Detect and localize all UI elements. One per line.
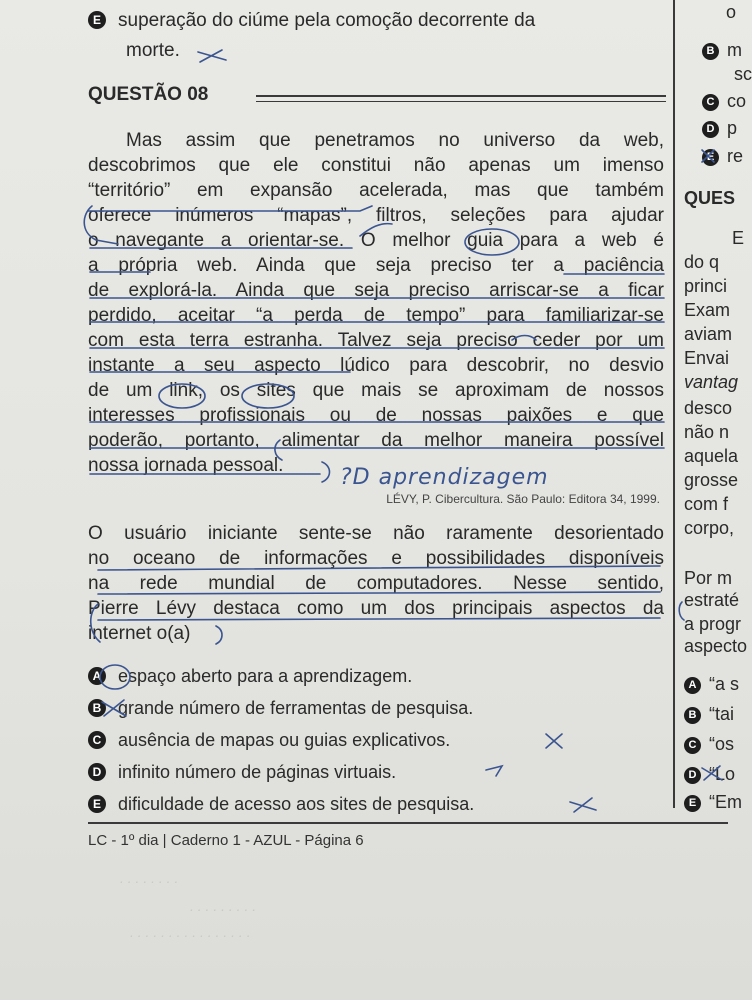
option-b[interactable] [88, 696, 473, 720]
option-bullet: D [88, 763, 106, 781]
option-text: espaço aberto para a aprendizagem. [118, 666, 413, 686]
right-fragment: m [727, 40, 742, 60]
right-fragment: re [727, 146, 744, 166]
passage-line: poderão, portanto, alimentar da melhor maneira possível [88, 430, 664, 451]
passage-line: interesses profissionais ou de nossas paixões e que [88, 405, 664, 426]
bleed-through-text: . . . . . . . . [120, 870, 179, 886]
option-bullet: C [88, 731, 106, 749]
option-bullet: A [88, 667, 106, 685]
passage-line: de explorá-la. Ainda que seja preciso arriscar-se a ficar [88, 280, 664, 301]
option-c[interactable] [88, 728, 450, 752]
passage-line: de um link, os sites que mais se aproximam de nossos [88, 380, 664, 401]
right-text-line: grosse [684, 470, 739, 490]
option-bullet: E [702, 149, 719, 166]
right-fragment: sc [734, 64, 752, 84]
column-divider [673, 0, 675, 808]
stem-line: internet o(a) [88, 623, 191, 644]
right-stem-line: aspecto [684, 636, 748, 656]
right-text-line: não n [684, 422, 730, 442]
right-option-text: “Lo [709, 764, 736, 784]
prev-option-e [88, 8, 535, 33]
bracket-mark [322, 462, 330, 482]
passage-line: instante a seu aspecto lúdico para descobrir, no desvio [88, 355, 664, 376]
right-stem-line: a progr [684, 614, 742, 634]
stem-line: Pierre Lévy destaca como um dos principais aspectos da [88, 598, 664, 619]
option-e[interactable] [88, 792, 474, 816]
right-text-line: E [732, 228, 745, 248]
option-bullet: E [88, 795, 106, 813]
right-stem-line: estraté [684, 590, 740, 610]
passage-line: oferece inúmeros “mapas”, filtros, seleções para ajudar [88, 205, 664, 226]
option-text: grande número de ferramentas de pesquisa. [118, 698, 474, 718]
right-stem-line: Por m [684, 568, 733, 588]
prev-option-text-line2: morte. [126, 40, 180, 61]
right-option-c [702, 89, 746, 113]
option-text: infinito número de páginas virtuais. [118, 762, 397, 782]
right-option-d [702, 116, 737, 140]
cross-mark [546, 734, 562, 748]
option-text: ausência de mapas ou guias explicativos. [118, 730, 451, 750]
right-text-line: corpo, [684, 518, 735, 538]
right-fragment: o [726, 2, 737, 22]
option-text: dificuldade de acesso aos sites de pesquisa. [118, 794, 475, 814]
passage-line: nossa jornada pessoal. [88, 455, 284, 476]
passage-line: Mas assim que penetramos no universo da web, [126, 130, 664, 151]
option-a[interactable] [88, 664, 412, 688]
option-bullet: D [684, 767, 701, 784]
right-text-line: aviam [684, 324, 733, 344]
cross-mark [570, 798, 596, 812]
cross-mark [198, 50, 226, 62]
right-text-line: vantag [684, 372, 739, 392]
option-bullet: B [702, 43, 719, 60]
passage-line: perdido, aceitar “a perda de tempo” para familiarizar-se [88, 305, 664, 326]
bracket-mark [216, 626, 222, 644]
right-text-line: do q [684, 252, 720, 272]
right-text-line: aquela [684, 446, 739, 466]
passage-line: descobrimos que ele constitui não apenas um imenso [88, 155, 664, 176]
cross-mark [486, 766, 502, 776]
right-option-text: “a s [709, 674, 740, 694]
question-header: QUESTÃO 08 [88, 84, 209, 105]
passage-line: o navegante a orientar-se. O melhor guia para a web é [88, 230, 664, 251]
option-bullet: C [684, 737, 701, 754]
right-text-line: desco [684, 398, 733, 418]
footer-rule [88, 822, 728, 824]
right-text-line: princi [684, 276, 728, 296]
option-bullet: D [702, 121, 719, 138]
prev-option-text-line1: superação do ciúme pela comoção decorrente da [118, 10, 536, 31]
bleed-through-text: . . . . . . . . . . . . . . . . [130, 924, 251, 940]
right-option-e [702, 144, 743, 168]
right-fragment: p [727, 118, 738, 138]
right-option [684, 702, 734, 726]
page-footer: LC - 1º dia | Caderno 1 - AZUL - Página 6 [88, 832, 364, 849]
right-fragment: co [727, 91, 747, 111]
right-text-line: Exam [684, 300, 731, 320]
stem-line: na rede mundial de computadores. Nesse sentido, [88, 573, 664, 594]
right-option [684, 732, 734, 756]
header-rule [256, 95, 666, 102]
right-option-text: “tai [709, 704, 735, 724]
option-bullet: B [88, 699, 106, 717]
right-option [684, 762, 735, 786]
right-option-b [702, 38, 742, 62]
prev-option-e-line2 [126, 38, 180, 63]
right-column [676, 0, 750, 820]
option-bullet: C [702, 94, 719, 111]
stem-line: no oceano de informações e possibilidades disponíveis [88, 548, 664, 569]
option-d[interactable] [88, 760, 396, 784]
bleed-through-text: . . . . . . . . . [190, 898, 257, 914]
passage-line: a própria web. Ainda que seja preciso ter a paciência [88, 255, 664, 276]
option-bullet: E [88, 11, 106, 29]
right-option-text: “Em [709, 792, 742, 812]
stem-line: O usuário iniciante sente-se não raramente desorientado [88, 523, 664, 544]
passage-line: com esta terra estranha. Talvez seja preciso ceder por um [88, 330, 664, 351]
right-text-line: Envai [684, 348, 730, 368]
option-bullet: E [684, 795, 701, 812]
right-text-line: com f [684, 494, 729, 514]
citation: LÉVY, P. Cibercultura. São Paulo: Editora 34, 1999. [386, 492, 660, 506]
right-question-header: QUES [684, 188, 736, 208]
right-option [684, 672, 739, 696]
option-bullet: A [684, 677, 701, 694]
handwritten-note: ?D aprendizagem [340, 465, 549, 490]
passage-line: “território” em expansão acelerada, mas que também [88, 180, 664, 201]
right-option-text: “os [709, 734, 735, 754]
right-option [684, 790, 742, 814]
option-bullet: B [684, 707, 701, 724]
